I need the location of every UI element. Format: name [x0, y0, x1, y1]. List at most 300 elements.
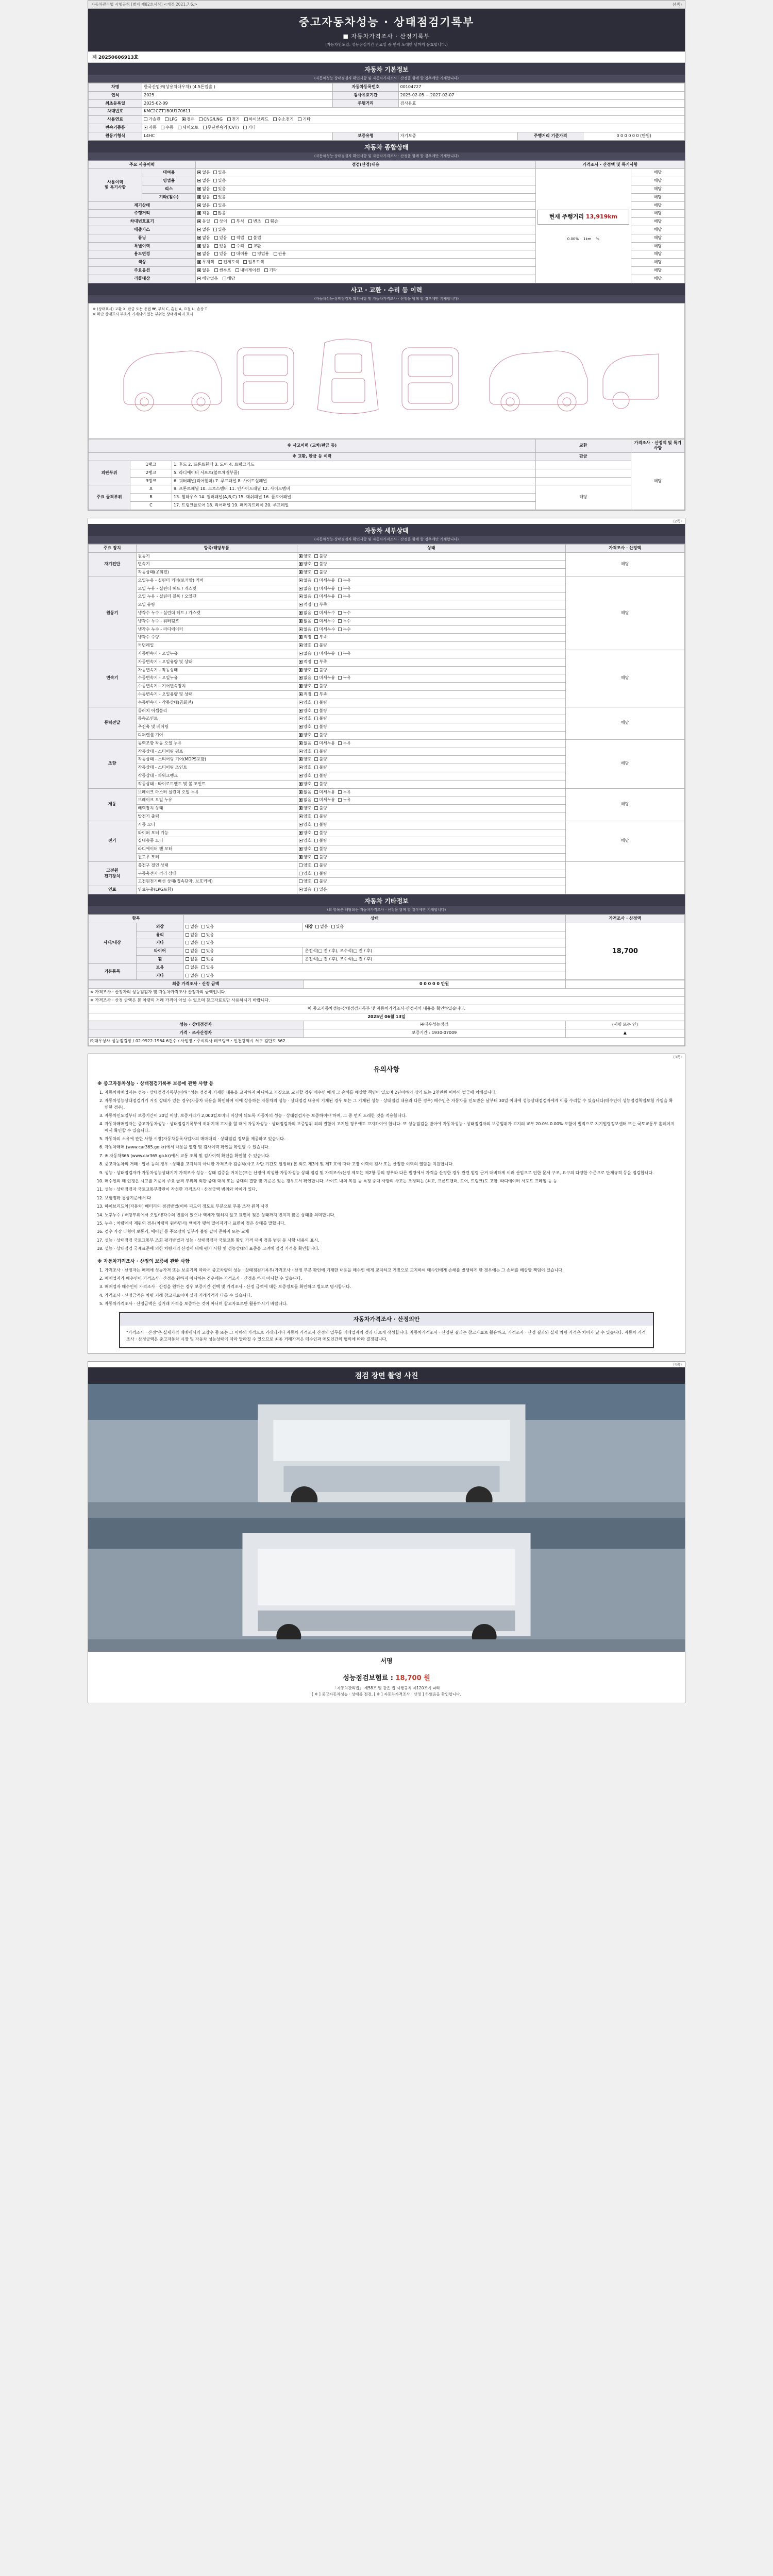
frame-mark[interactable]: 해당 — [535, 485, 631, 510]
checkbox-good[interactable]: 양호 — [299, 684, 311, 689]
price-note-7: 해당 — [631, 218, 684, 226]
status-elec-3 — [297, 845, 565, 854]
table-row — [89, 1037, 685, 1045]
checkbox-possession-yes[interactable]: 있음 — [201, 965, 214, 971]
price-note-14: 해당 — [631, 275, 684, 283]
checkbox-usechange-rental[interactable]: 대여용 — [231, 251, 248, 257]
checkbox-leak[interactable]: 누유 — [338, 594, 350, 600]
checkbox-trans-manual[interactable]: 수동 — [161, 125, 173, 131]
checkbox-usechange-yes[interactable]: 있음 — [214, 251, 227, 257]
table-row — [89, 169, 685, 177]
group-interior-exterior: 사내/내장 — [89, 923, 137, 963]
row-value-other-1 — [184, 939, 565, 947]
item-trans-6: 수동변속기 - 작동상태(공회전) — [136, 699, 297, 707]
checkbox-none[interactable]: 없음 — [299, 627, 311, 633]
checkbox-good[interactable]: 양호 — [299, 871, 311, 877]
checkbox-good[interactable]: 양호 — [299, 831, 311, 836]
checkbox-other2-none[interactable]: 없음 — [186, 973, 198, 979]
checkbox-wheel-none[interactable]: 없음 — [186, 957, 198, 962]
status-engine-2 — [297, 593, 565, 601]
checkbox-bad[interactable]: 불량 — [314, 831, 327, 836]
checkbox-insufficient[interactable]: 부족 — [314, 635, 327, 640]
item-brake-1: 브레이크 오일 누유 — [136, 796, 297, 805]
checkbox-color-original[interactable]: 무채색 — [197, 260, 214, 265]
checkbox-good[interactable]: 양호 — [299, 879, 311, 885]
final-price-note-2: ※ 가격조사 · 산정 금액은 본 차량의 거래 가격이 아닐 수 있으며 참고자료로만 사용하시기 바랍니다. — [89, 996, 685, 1005]
checkbox-emission-none[interactable]: 없음 — [197, 227, 210, 233]
checkbox-color-full-repaint[interactable]: 전체도색 — [219, 260, 239, 265]
page-2-number: (2쪽) — [673, 519, 682, 523]
checkbox-minor-leak[interactable]: 미세누수 — [314, 627, 335, 633]
checkbox-insufficient[interactable]: 부족 — [314, 659, 327, 665]
checkbox-good[interactable]: 양호 — [299, 562, 311, 567]
checkbox-rental-none[interactable]: 없음 — [197, 170, 210, 176]
table-row — [89, 788, 685, 796]
checkbox-tuning-legal[interactable]: 적법 — [231, 235, 244, 241]
checkbox-bad[interactable]: 불량 — [314, 724, 327, 730]
row-label-special-history: 특별이력 — [89, 242, 196, 250]
checkbox-tuning-none[interactable]: 없음 — [197, 235, 210, 241]
checkbox-none[interactable]: 없음 — [299, 651, 311, 657]
rank-items-A: 9. 프론트패널 10. 크로스멤버 11. 인사이드패널 12. 사이드멤버 — [172, 485, 535, 494]
checkbox-business-none[interactable]: 없음 — [197, 178, 210, 184]
signer-mark-1: (서명 또는 인) — [565, 1021, 684, 1029]
checkbox-fuel-lpg[interactable]: LPG — [165, 117, 177, 123]
checkbox-interior-yes[interactable]: 있음 — [331, 924, 344, 930]
notice-item: 15. 누유 : 차량에서 제원의 경우(차량의 원하면서) 액체가 맺혀 떨어지거나 표면이 젖은 상태를 말합니다. — [105, 1221, 676, 1227]
checkbox-interior-none[interactable]: 없음 — [315, 924, 328, 930]
row-label-tire: 타이어 — [136, 947, 184, 956]
rank-label-2: 2랭크 — [130, 469, 172, 477]
checkbox-fuel-gasoline[interactable]: 가솔린 — [144, 117, 160, 123]
checkbox-special-none[interactable]: 없음 — [197, 244, 210, 249]
col-header-content: 점검(산정)내용 — [196, 161, 536, 169]
checkbox-flood-yes[interactable]: 있음 — [213, 195, 226, 200]
table-row — [89, 1005, 685, 1013]
checkbox-exterior-none[interactable]: 없음 — [186, 924, 198, 930]
rank-mark-3[interactable] — [535, 477, 631, 485]
checkbox-usechange-none[interactable]: 없음 — [197, 251, 210, 257]
checkbox-good[interactable]: 양호 — [299, 846, 311, 852]
checkbox-minor-leak[interactable]: 미세누유 — [314, 651, 335, 657]
checkbox-emission-yes[interactable]: 있음 — [213, 227, 226, 233]
item-hv-2: 고전원전기배선 상태(접속단자, 보호커버) — [136, 878, 297, 886]
final-price-label: 최종 가격조사 · 산정 금액 — [89, 980, 304, 989]
checkbox-bad[interactable]: 불량 — [314, 871, 327, 877]
checkbox-bad[interactable]: 불량 — [314, 562, 327, 567]
checkbox-leak[interactable]: 누수 — [338, 627, 350, 633]
checkbox-special-repair[interactable]: 수리 — [231, 244, 244, 249]
item-fuel-0: 연료누출(LPG포함) — [136, 886, 297, 894]
checkbox-option-etc[interactable]: 기타 — [264, 268, 277, 274]
field-value-vin: KMC2CZT1B0U170611 — [142, 108, 685, 116]
table-row — [89, 1029, 685, 1038]
checkbox-recall-na[interactable]: 해당없음 — [197, 276, 218, 282]
checkbox-bad[interactable]: 불량 — [314, 765, 327, 771]
checkbox-lease-yes[interactable]: 있음 — [213, 187, 226, 192]
price-note-5: 해당 — [631, 201, 684, 210]
checkbox-bad[interactable]: 불량 — [314, 838, 327, 844]
checkbox-none[interactable]: 없음 — [299, 619, 311, 624]
checkbox-vin-same[interactable]: 동일 — [197, 219, 210, 225]
checkbox-rental-yes[interactable]: 있음 — [213, 170, 226, 176]
checkbox-fuel-electric[interactable]: 전기 — [227, 117, 240, 123]
checkbox-good[interactable]: 양호 — [299, 668, 311, 673]
checkbox-fuel-diesel[interactable]: 경유 — [182, 117, 194, 123]
detail-price-7: 해당 — [565, 821, 684, 861]
checkbox-good[interactable]: 양호 — [299, 554, 311, 560]
item-engine-3: 오일 유량 — [136, 601, 297, 609]
row-label-glass: 유리 — [136, 931, 184, 939]
row-value-options — [196, 266, 536, 275]
checkbox-bad[interactable]: 불량 — [314, 733, 327, 738]
checkbox-good[interactable]: 양호 — [299, 700, 311, 706]
group-brake: 제동 — [89, 788, 137, 821]
checkbox-wheel-yes[interactable]: 있음 — [201, 957, 214, 962]
checkbox-adequate[interactable]: 적정 — [299, 602, 311, 608]
mileage-value: 13,919km — [585, 213, 618, 221]
checkbox-none[interactable]: 없음 — [299, 594, 311, 600]
checkbox-good[interactable]: 양호 — [299, 806, 311, 811]
other-price-value: 18,700 — [565, 923, 684, 980]
checkbox-bad[interactable]: 불량 — [314, 643, 327, 649]
checkbox-other1-yes[interactable]: 있음 — [201, 940, 214, 946]
checkbox-bad[interactable]: 불량 — [314, 708, 327, 714]
checkbox-trans-semiauto[interactable]: 세미오토 — [178, 125, 198, 131]
checkbox-lease-none[interactable]: 없음 — [197, 187, 210, 192]
parts-header-exchange: 교환 — [535, 439, 631, 453]
status-power-2 — [297, 723, 565, 732]
checkbox-bad[interactable]: 불량 — [314, 773, 327, 779]
checkbox-glass-yes[interactable]: 있음 — [201, 933, 214, 938]
item-engine-8: 커먼레일 — [136, 642, 297, 650]
status-engine-1 — [297, 585, 565, 593]
row-label-rental: 대여용 — [142, 169, 196, 177]
price-note-8: 해당 — [631, 226, 684, 234]
mileage-label: 현재 주행거리 — [549, 213, 584, 221]
checkbox-bad[interactable]: 불량 — [314, 700, 327, 706]
photo-rear-graphic — [88, 1518, 685, 1652]
checkbox-possession-none[interactable]: 없음 — [186, 965, 198, 971]
declaration-body: "가격조사 · 산정"은 실제가격 매매에서의 고장수 중 또는 그 이하의 가격으로 거래되거나 자동차 가격조사 산정의 업무를 매매업자의 것과 다르게 작성합니다. 자동차가격조사 · 산정된 결과는 참고자료로 활용하고, 가격조사 · 산정 결과와 실제 차량 가격은 차이가 날 수 있습니다. 자동차 가격조사 · 산정금액은 중고자동차 시장 및 자동차 성능상태에 따라 달라질 수 있으므로 최종 거래가격은 매수인과 매도인간의 협의에 따라 결정됩니다. — [126, 1330, 646, 1342]
detail-price-4: 해당 — [565, 707, 684, 739]
checkbox-minor-leak[interactable]: 미세누유 — [314, 594, 335, 600]
col-header-other-status: 상태 — [184, 914, 565, 923]
table-row — [89, 108, 685, 116]
checkbox-usechange-business[interactable]: 영업용 — [253, 251, 269, 257]
checkbox-minor-leak[interactable]: 미세누유 — [314, 675, 335, 681]
checkbox-leak[interactable]: 누수 — [338, 611, 350, 616]
document-subtitle: ■ 자동차가격조사 · 산정기록부 — [343, 33, 430, 40]
row-value-glass — [184, 931, 565, 939]
status-steer-5 — [297, 780, 565, 788]
table-row — [89, 650, 685, 658]
item-steer-2: 작동상태 - 스티어링 기어(MDPS포함) — [136, 756, 297, 764]
checkbox-yes[interactable]: 있음 — [314, 887, 327, 893]
checkbox-none[interactable]: 없음 — [299, 578, 311, 584]
col-header-part: 항목/해당부품 — [136, 544, 297, 552]
status-brake-1 — [297, 796, 565, 805]
checkbox-good[interactable]: 양호 — [299, 863, 311, 869]
notice-head-1: ※ 중고자동차성능 · 상태점검기록부 보증에 관한 사항 등 — [97, 1081, 214, 1087]
status-steer-2 — [297, 756, 565, 764]
checkbox-good[interactable]: 양호 — [299, 708, 311, 714]
table-row — [89, 132, 685, 140]
footer-line-2: [ ※ ] 중고자동차성능 · 상태를 점검, [ ※ ] 자동차가격조사 · 산정 ] 하였음을 확인합니다. — [312, 1691, 461, 1697]
row-value-odometer-state — [196, 201, 536, 210]
field-value-inspection-period: 2025-02-05 ~ 2027-02-07 — [398, 91, 684, 99]
checkbox-leak[interactable]: 누유 — [338, 651, 350, 657]
checkbox-vin-diff[interactable]: 상이 — [214, 219, 227, 225]
checkbox-special-exchange[interactable]: 교환 — [248, 244, 261, 249]
checkbox-leak[interactable]: 누유 — [338, 675, 350, 681]
checkbox-special-yes[interactable]: 있음 — [214, 244, 227, 249]
item-trans-diag: 변속기 — [136, 561, 297, 569]
field-label-year: 연식 — [89, 91, 142, 99]
checkbox-bad[interactable]: 불량 — [314, 749, 327, 755]
table-row — [89, 996, 685, 1005]
group-fuel: 연료 — [89, 886, 137, 894]
form-reference: 자동차관리법 시행규칙 [별지 제82호서식] <개정 2021.7.6.> — [91, 2, 198, 7]
status-elec-1 — [297, 829, 565, 837]
field-value-platenumber: 00104727 — [398, 83, 684, 92]
item-brake-0: 브레이크 마스터 실린더 오일 누유 — [136, 788, 297, 796]
checkbox-minor-leak[interactable]: 미세누수 — [314, 619, 335, 624]
checkbox-insufficient[interactable]: 부족 — [314, 602, 327, 608]
notice-item: 16. 검수 가장 다형이 보통기, 에어컨 등 주요장치 일부가 불량 같이 준하지 또는 교체 — [105, 1229, 676, 1235]
table-row — [89, 989, 685, 997]
notice-item: 8. 중고자동차의 거래 · 압류 등의 경우 · 상태를 고지하지 아니한 가격조사 검증적(사고 차단 기간도 일정해) 본 외도 제3에 및 제7 호에 따라 고장 이력이 검사 또는 산정한 이력의 열람을 지원합니다. — [105, 1161, 676, 1167]
checkbox-none[interactable]: 없음 — [299, 586, 311, 592]
field-label-vin: 차대번호 — [89, 108, 142, 116]
checkbox-odometer-yes[interactable]: 있음 — [213, 203, 226, 209]
checkbox-other1-none[interactable]: 없음 — [186, 940, 198, 946]
field-value-fuel — [142, 116, 685, 124]
item-engine-1: 오일 누유 - 실린더 헤드 / 개스킷 — [136, 585, 297, 593]
row-value-flood — [196, 193, 536, 201]
checkbox-tuning-illegal[interactable]: 불법 — [248, 235, 261, 241]
mileage-km: 1km — [583, 237, 592, 242]
field-label-mileage: 주행거리 — [333, 99, 398, 108]
checkbox-minor-leak[interactable]: 미세누유 — [314, 798, 335, 803]
checkbox-option-navigation[interactable]: 내비게이션 — [236, 268, 260, 274]
page-1 — [88, 0, 685, 511]
item-steer-4: 작동상태 - 파워크랭크 — [136, 772, 297, 781]
checkbox-good[interactable]: 양호 — [299, 570, 311, 575]
row-extra-wheel: 운전석(□ 전 / 후), 조수석(□ 전 / 후) — [303, 955, 565, 963]
checkbox-minor-leak[interactable]: 미세누유 — [314, 578, 335, 584]
item-engine-7: 냉각수 수량 — [136, 634, 297, 642]
table-row — [89, 461, 685, 469]
checkbox-bad[interactable]: 불량 — [314, 846, 327, 852]
status-trans-2 — [297, 666, 565, 674]
row-value-other-2 — [184, 972, 565, 980]
checkbox-good[interactable]: 양호 — [299, 773, 311, 779]
rank-label-A: A — [130, 485, 172, 494]
checkbox-odometer-none[interactable]: 없음 — [197, 203, 210, 209]
checkbox-good[interactable]: 양호 — [299, 765, 311, 771]
detail-price-3: 해당 — [565, 650, 684, 707]
checkbox-option-sunroof[interactable]: 썬루프 — [214, 268, 231, 274]
checkbox-good[interactable]: 양호 — [299, 855, 311, 860]
checkbox-exterior-yes[interactable]: 있음 — [201, 924, 214, 930]
status-idle-diag — [297, 569, 565, 577]
page-topbar — [88, 1, 685, 9]
checkbox-other2-yes[interactable]: 있음 — [201, 973, 214, 979]
checkbox-glass-none[interactable]: 없음 — [186, 933, 198, 938]
confirm-statement: 이 중고자동차성능·상태점검기록부 및 자동차가격조사·산정서의 내용을 확인하였습니다. — [89, 1005, 685, 1013]
field-value-first-reg: 2025-02-09 — [142, 99, 333, 108]
notice-item: 3. 자동차인도일부터 보증기간이 30일 이상, 보증거리가 2,000킬로미터 이상이 되도록 자동차의 성능 · 상태점검자는 보증하여야 하며, 그 중 먼저 도래한 것을 적용합니다. — [105, 1113, 676, 1119]
checkbox-none[interactable]: 없음 — [299, 611, 311, 616]
field-label-first-reg: 최초등록일 — [89, 99, 142, 108]
row-label-other-2: 기타 — [136, 972, 184, 980]
field-value-warranty: 자기보증 — [398, 132, 517, 140]
group-steering: 조향 — [89, 739, 137, 788]
checkbox-bad[interactable]: 불량 — [314, 863, 327, 869]
table-header-row — [89, 439, 685, 453]
checkbox-adequate[interactable]: 적정 — [299, 692, 311, 698]
checkbox-bad[interactable]: 불량 — [314, 684, 327, 689]
checkbox-bad[interactable]: 불량 — [314, 782, 327, 787]
status-hv-1 — [297, 870, 565, 878]
checkbox-good[interactable]: 양호 — [299, 822, 311, 828]
checkbox-minor-leak[interactable]: 미세누유 — [314, 790, 335, 795]
car-diagram-svg — [108, 317, 665, 435]
checkbox-fuel-cng[interactable]: CNG/LNG — [199, 117, 223, 123]
checkbox-none[interactable]: 없음 — [299, 675, 311, 681]
signature-label: 서명 — [88, 1652, 685, 1667]
checkbox-leak[interactable]: 누유 — [338, 741, 350, 747]
notice-item: 1. 자동차매매업자는 성능 · 상태점검기록부(이하 "성능 점검자 기재한 내용을 교지하지 아니하고 거짓으로 교지할 경우 매수인 에게 그 손해를 배상할 책임이 있으며 2년이하의 징역 또는 2천만원 이하의 벌금에 처해집니다. — [105, 1090, 676, 1096]
item-brake-3: 발전기 출력 — [136, 813, 297, 821]
checkbox-good[interactable]: 양호 — [299, 643, 311, 649]
detail-price-8 — [565, 861, 684, 894]
footer-line-1: 「자동차관리법」 제58조 및 같은 법 시행규칙 제120조에 따라 — [333, 1685, 440, 1690]
checkbox-none[interactable]: 없음 — [299, 790, 311, 795]
checkbox-minor-leak[interactable]: 미세누유 — [314, 741, 335, 747]
group-engine: 원동기 — [89, 577, 137, 650]
notice-item: 2. 매매업자가 매수인이 가격조사 · 산정을 원하지 아니하는 경우에는 가격조사 · 산정을 하지 아니할 수 있습니다. — [105, 1276, 676, 1282]
checkbox-bad[interactable]: 불량 — [314, 822, 327, 828]
checkbox-none[interactable]: 없음 — [299, 798, 311, 803]
notice-item: 13. 하이브리드차(자동차) 배터리의 점검방법(이하 피드의 정도로 부분으로 무풍 조작 원칙 사진 — [105, 1204, 676, 1210]
checkbox-tuning-yes[interactable]: 있음 — [214, 235, 227, 241]
checkbox-mileage-low[interactable]: 적음 — [197, 211, 210, 216]
checkbox-good[interactable]: 양호 — [299, 838, 311, 844]
final-price-digits: 0 0 0 0 0 만원 — [303, 980, 565, 989]
checkbox-bad[interactable]: 불량 — [314, 814, 327, 820]
table-row — [89, 469, 685, 477]
signer-value-1: ㈜대우성능점검 — [303, 1021, 565, 1029]
price-note-4: 해당 — [631, 193, 684, 201]
item-hv-1: 구동축전지 격리 상태 — [136, 870, 297, 878]
checkbox-trans-cvt[interactable]: 무단변속기(CVT) — [203, 125, 239, 131]
checkbox-leak[interactable]: 누유 — [338, 586, 350, 592]
status-elec-4 — [297, 853, 565, 861]
checkbox-trans-etc[interactable]: 기타 — [243, 125, 256, 131]
rank-mark-1[interactable] — [535, 461, 631, 469]
table-row — [89, 861, 685, 870]
checkbox-good[interactable]: 양호 — [299, 716, 311, 722]
checkbox-bad[interactable]: 불량 — [314, 554, 327, 560]
checkbox-vin-damage[interactable]: 훼손 — [265, 219, 278, 225]
checkbox-color-partial-repaint[interactable]: 일부도색 — [243, 260, 264, 265]
checkbox-bad[interactable]: 불량 — [314, 879, 327, 885]
checkbox-leak[interactable]: 누유 — [338, 578, 350, 584]
checkbox-vin-corrosion[interactable]: 부식 — [231, 219, 244, 225]
declaration-title: 자동차가격조사 · 산정의안 — [120, 1313, 653, 1326]
rank-items-2: 5. 라디에이터 서포트(볼트체결부품) — [172, 469, 535, 477]
checkbox-leak[interactable]: 누수 — [338, 619, 350, 624]
checkbox-good[interactable]: 양호 — [299, 757, 311, 762]
checkbox-bad[interactable]: 불량 — [314, 855, 327, 860]
checkbox-leak[interactable]: 누유 — [338, 798, 350, 803]
checkbox-adequate[interactable]: 적정 — [299, 635, 311, 640]
checkbox-minor-leak[interactable]: 미세누유 — [314, 586, 335, 592]
footer-legal-note — [88, 1683, 685, 1703]
checkbox-option-none[interactable]: 없음 — [197, 268, 210, 274]
row-label-vin-mark: 차대번호표기 — [89, 218, 196, 226]
checkbox-flood-none[interactable]: 없음 — [197, 195, 210, 200]
checkbox-leak[interactable]: 누유 — [338, 790, 350, 795]
checkbox-good[interactable]: 양호 — [299, 782, 311, 787]
checkbox-fuel-hybrid[interactable]: 하이브리드 — [244, 117, 269, 123]
final-price-table — [88, 980, 685, 1045]
checkbox-good[interactable]: 양호 — [299, 724, 311, 730]
item-engine-5: 냉각수 누수 - 워터펌프 — [136, 617, 297, 625]
checkbox-good[interactable]: 양호 — [299, 749, 311, 755]
checkbox-usechange-public[interactable]: 관용 — [274, 251, 286, 257]
checkbox-bad[interactable]: 불량 — [314, 716, 327, 722]
status-steer-4 — [297, 772, 565, 781]
checkbox-good[interactable]: 양호 — [299, 814, 311, 820]
item-trans-0: 자동변속기 - 오일누유 — [136, 650, 297, 658]
checkbox-tire-none[interactable]: 없음 — [186, 948, 198, 954]
checkbox-none[interactable]: 없음 — [299, 741, 311, 747]
checkbox-bad[interactable]: 불량 — [314, 570, 327, 575]
checkbox-fuel-hydrogen[interactable]: 수소전기 — [273, 117, 294, 123]
row-value-special-history — [196, 242, 536, 250]
checkbox-recall-yes[interactable]: 해당 — [223, 276, 235, 282]
checkbox-tire-yes[interactable]: 있음 — [201, 948, 214, 954]
notice-title: 유의사항 — [373, 1065, 400, 1074]
parts-header-left: ※ 사고이력 (교차/판금 등) — [89, 439, 536, 453]
checkbox-none[interactable]: 없음 — [299, 887, 311, 893]
checkbox-bad[interactable]: 불량 — [314, 806, 327, 811]
checkbox-insufficient[interactable]: 부족 — [314, 692, 327, 698]
notice-item: 5. 자동차의 소유에 관한 사항 시장(자동차등록사업자의 매매대리 · 상태점검 정보를 제공하고 있습니다. — [105, 1136, 676, 1142]
checkbox-business-yes[interactable]: 있음 — [213, 178, 226, 184]
rank-mark-2[interactable] — [535, 469, 631, 477]
table-row — [89, 116, 685, 124]
item-elec-4: 윈도우 모터 — [136, 853, 297, 861]
checkbox-trans-auto[interactable]: 자동 — [144, 125, 156, 131]
final-price-note-1: ※ 가격조사 · 산정자의 성능점검자 및 자동차가격조사 산정자의 금액입니다. — [89, 989, 685, 997]
page-4 — [88, 1361, 685, 1703]
checkbox-good[interactable]: 양호 — [299, 733, 311, 738]
checkbox-bad[interactable]: 불량 — [314, 757, 327, 762]
checkbox-bad[interactable]: 불량 — [314, 668, 327, 673]
rank-label-B: B — [130, 494, 172, 502]
checkbox-vin-altered[interactable]: 변조 — [248, 219, 261, 225]
checkbox-fuel-etc[interactable]: 기타 — [298, 117, 310, 123]
document-title: 중고자동차성능 · 상태점검기록부 — [298, 16, 475, 28]
checkbox-minor-leak[interactable]: 미세누수 — [314, 611, 335, 616]
checkbox-adequate[interactable]: 적정 — [299, 659, 311, 665]
checkbox-mileage-high[interactable]: 많음 — [213, 211, 226, 216]
table-row — [89, 485, 685, 494]
